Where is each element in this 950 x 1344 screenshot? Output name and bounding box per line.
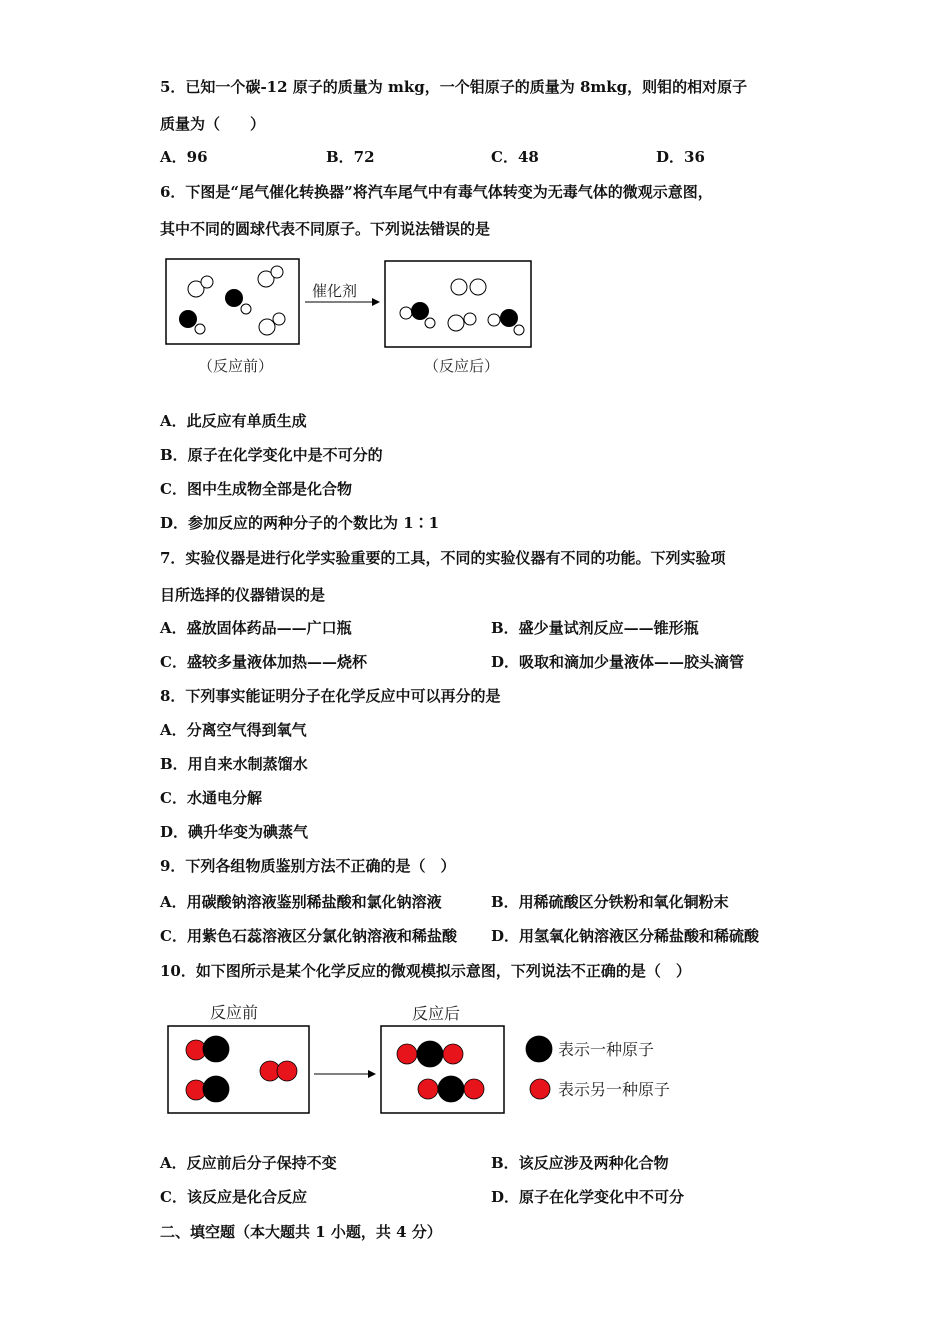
q10-option-a: A．反应前后分子保持不变	[160, 1154, 337, 1172]
q9-option-d: D．用氢氧化钠溶液区分稀盐酸和稀硫酸	[491, 927, 760, 945]
q6-option-b: B．原子在化学变化中是不可分的	[160, 446, 383, 464]
q7-stem-line2: 目所选择的仪器错误的是	[160, 586, 326, 604]
q10-after-black-atom-2	[438, 1076, 464, 1102]
q10-before-red-atom-2	[186, 1080, 206, 1100]
q8-stem: 8．下列事实能证明分子在化学反应中可以再分的是	[160, 687, 501, 705]
q10-arrow-head	[368, 1070, 376, 1078]
q6-arrow-head	[372, 298, 380, 306]
q10-before-black-atom-1	[203, 1036, 229, 1062]
q9-option-b: B．用稀硫酸区分铁粉和氧化铜粉末	[491, 893, 729, 911]
q10-after-red-atom-3	[418, 1079, 438, 1099]
q10-legend-black-text: 表示一种原子	[558, 1040, 655, 1059]
q6-option-c: C．图中生成物全部是化合物	[160, 480, 352, 498]
q10-before-red-atom-1	[186, 1040, 206, 1060]
q10-after-red-atom-4	[464, 1079, 484, 1099]
q5-option-a: A．96	[160, 148, 208, 166]
q10-before-red-atom-4	[277, 1061, 297, 1081]
q9-option-a: A．用碳酸钠溶液鉴别稀盐酸和氯化钠溶液	[160, 893, 442, 911]
q8-option-a: A．分离空气得到氧气	[160, 721, 307, 739]
q10-option-c: C．该反应是化合反应	[160, 1188, 307, 1206]
q6-option-d: D．参加反应的两种分子的个数比为 1∶1	[160, 514, 440, 532]
q10-stem: 10．如下图所示是某个化学反应的微观模拟示意图，下列说法不正确的是（ ）	[160, 962, 691, 980]
q5-option-b: B．72	[326, 148, 375, 166]
q6-before-black-atom-1	[225, 289, 243, 307]
q6-before-molecules	[188, 266, 285, 335]
q6-before-caption: （反应前）	[198, 357, 274, 375]
q10-legend-black-atom	[526, 1036, 552, 1062]
q10-legend-red-atom	[530, 1079, 550, 1099]
q10-before-box	[168, 1026, 309, 1113]
q7-option-d: D．吸取和滴加少量液体——胶头滴管	[491, 653, 745, 671]
q7-stem-line1: 7．实验仪器是进行化学实验重要的工具，不同的实验仪器有不同的功能。下列实验项	[160, 549, 726, 567]
q7-option-a: A．盛放固体药品——广口瓶	[160, 619, 352, 637]
q6-stem-line1: 6．下图是“尾气催化转换器”将汽车尾气中有毒气体转变为无毒气体的微观示意图，	[160, 183, 713, 201]
q5-option-c: C．48	[491, 148, 539, 166]
q6-option-a: A．此反应有单质生成	[160, 412, 307, 430]
q6-after-box	[385, 261, 531, 347]
q10-after-red-atom-2	[443, 1044, 463, 1064]
q10-after-red-atom-1	[397, 1044, 417, 1064]
q6-arrow-label: 催化剂	[312, 282, 358, 300]
q5-option-d: D．36	[656, 148, 705, 166]
q7-option-b: B．盛少量试剂反应——锥形瓶	[491, 619, 699, 637]
q6-stem-line2: 其中不同的圆球代表不同原子。下列说法错误的是	[160, 220, 491, 238]
q10-before-title: 反应前	[210, 1003, 259, 1022]
q6-after-black-atom-1	[411, 302, 429, 320]
q9-option-c: C．用紫色石蕊溶液区分氯化钠溶液和稀盐酸	[160, 927, 457, 945]
q6-before-box	[166, 259, 299, 344]
q5-stem-line2: 质量为（ ）	[160, 115, 266, 133]
q10-after-title: 反应后	[412, 1004, 461, 1023]
q8-option-b: B．用自来水制蒸馏水	[160, 755, 308, 773]
q6-after-black-atom-2	[500, 309, 518, 327]
q10-option-d: D．原子在化学变化中不可分	[491, 1188, 685, 1206]
q10-after-box	[381, 1026, 504, 1113]
q7-option-c: C．盛较多量液体加热——烧杯	[160, 653, 367, 671]
q6-after-caption: （反应后）	[424, 357, 500, 375]
q10-after-black-atom-1	[417, 1041, 443, 1067]
q10-before-black-atom-2	[203, 1076, 229, 1102]
q10-option-b: B．该反应涉及两种化合物	[491, 1154, 669, 1172]
q6-after-molecules	[400, 279, 524, 335]
q9-stem: 9．下列各组物质鉴别方法不正确的是（ ）	[160, 857, 456, 875]
section2-title: 二、填空题（本大题共 1 小题，共 4 分）	[160, 1223, 442, 1241]
q10-before-red-atom-3	[260, 1061, 280, 1081]
q10-legend-red-text: 表示另一种原子	[558, 1080, 671, 1099]
q8-option-d: D．碘升华变为碘蒸气	[160, 823, 309, 841]
q5-stem-line1: 5．已知一个碳-12 原子的质量为 mkg，一个钼原子的质量为 8mkg，则钼的相对原子	[160, 78, 748, 96]
q6-before-black-atom-2	[179, 310, 197, 328]
q8-option-c: C．水通电分解	[160, 789, 262, 807]
